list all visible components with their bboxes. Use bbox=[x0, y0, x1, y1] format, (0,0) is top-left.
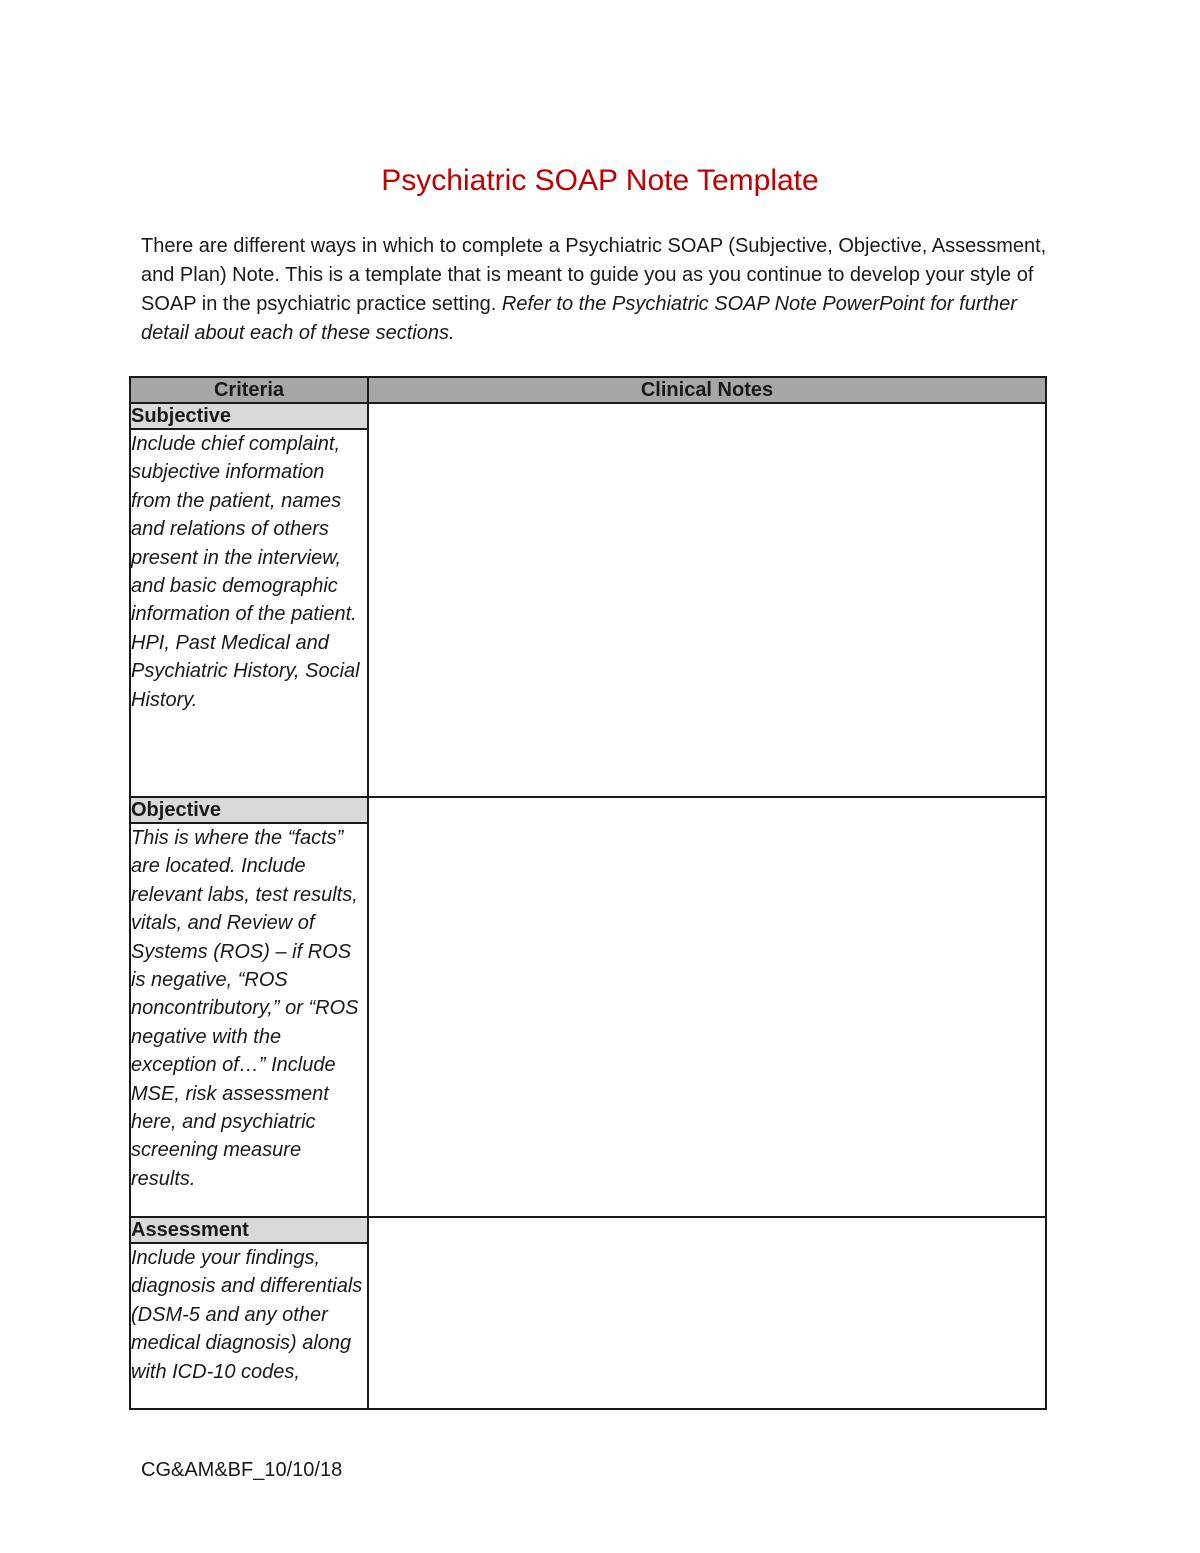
intro-text: There are different ways in which to complete a Psychiatric SOAP (Subjective, Objective, Assessment, and Plan) Note. This is a template that is meant to guide you as you continue to develop your style of SOAP in the psychiatric practice setting. bbox=[141, 235, 1047, 315]
assessment-label: Assessment bbox=[130, 1217, 368, 1243]
subjective-description: Include chief complaint, subjective information from the patient, names and relations of others present in the interview, and basic demographic information of the patient. HPI, Past Medical and Psychiatric History, Social History. bbox=[130, 429, 368, 797]
assessment-title-row bbox=[130, 1217, 1046, 1243]
objective-title-row bbox=[130, 797, 1046, 823]
intro-paragraph bbox=[141, 232, 1061, 348]
table-header-row bbox=[130, 377, 1046, 403]
assessment-notes-cell[interactable] bbox=[368, 1217, 1046, 1409]
criteria-header: Criteria bbox=[130, 377, 368, 403]
objective-description: This is where the “facts” are located. Include relevant labs, test results, vitals, and Review of Systems (ROS) – if ROS is negative, “ROS noncontributory,” or “ROS negative with the exception of…” Include MSE, risk assessment here, and psychiatric screening measure results. bbox=[130, 823, 368, 1217]
subjective-title-row bbox=[130, 403, 1046, 429]
footer-code: CG&AM&BF_10/10/18 bbox=[141, 1459, 343, 1481]
intro-italic-text: Refer to the Psychiatric SOAP Note PowerPoint for further detail about each of these sections. bbox=[141, 293, 1017, 344]
soap-table bbox=[129, 376, 1047, 1410]
objective-notes-cell[interactable] bbox=[368, 797, 1046, 1217]
objective-label: Objective bbox=[130, 797, 368, 823]
document-title: Psychiatric SOAP Note Template bbox=[381, 164, 819, 197]
subjective-label: Subjective bbox=[130, 403, 368, 429]
subjective-notes-cell[interactable] bbox=[368, 403, 1046, 797]
clinical-notes-header: Clinical Notes bbox=[368, 377, 1046, 403]
assessment-description: Include your findings, diagnosis and differentials (DSM-5 and any other medical diagnosis) along with ICD-10 codes, bbox=[130, 1243, 368, 1409]
